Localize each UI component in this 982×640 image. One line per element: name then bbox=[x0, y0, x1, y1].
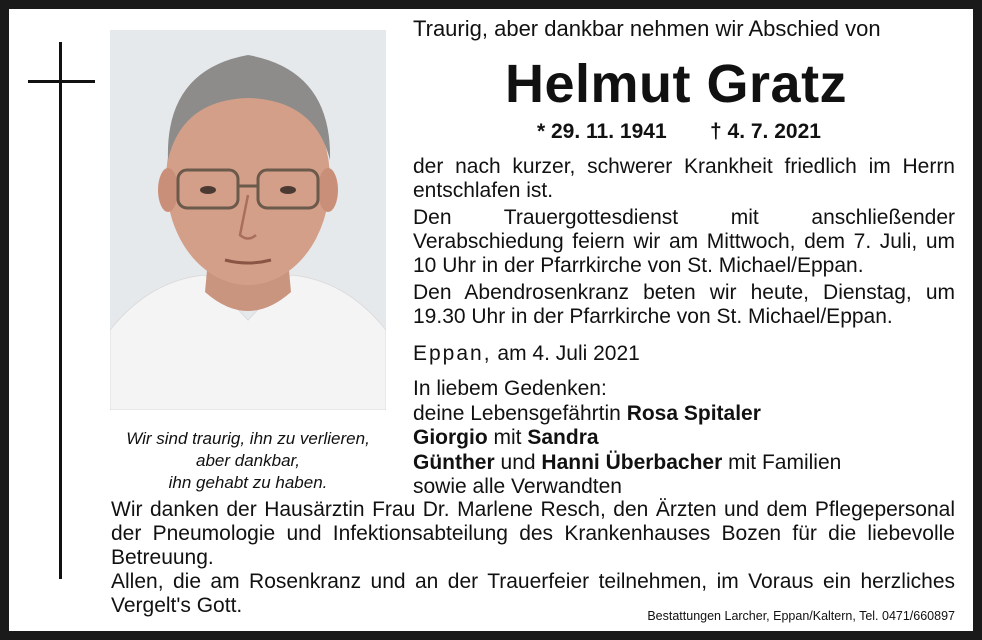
mourner-line: sowie alle Verwandten bbox=[413, 475, 622, 498]
mourner-name: Sandra bbox=[527, 426, 599, 449]
mourners-heading: In liebem Gedenken: bbox=[413, 377, 607, 400]
paragraph-passing: der nach kurzer, schwerer Krankheit friedlich im Herrn entschlafen ist. bbox=[413, 155, 955, 202]
deceased-name: Helmut Gratz bbox=[505, 54, 848, 114]
cross-icon-bar bbox=[28, 80, 95, 83]
mourner-conj: mit bbox=[493, 426, 522, 449]
mourner-line bbox=[413, 451, 841, 476]
place-date-text: am 4. Juli 2021 bbox=[497, 342, 640, 365]
mourner-suffix: mit Familien bbox=[728, 450, 842, 474]
mourner-name: Hanni Überbacher bbox=[541, 450, 723, 474]
quote-line: Wir sind traurig, ihn zu verlieren, bbox=[126, 429, 370, 448]
thanks-paragraph: Wir danken der Hausärztin Frau Dr. Marlene Resch, den Ärzten und dem Pflegepersonal der Pneumologie und Infektionsabteilung des Krankenhauses Bozen für die liebevolle Betreuung. bbox=[111, 498, 955, 569]
mourner-name: Günther bbox=[413, 450, 495, 474]
death-date: † 4. 7. 2021 bbox=[710, 120, 821, 143]
cross-icon bbox=[59, 42, 62, 579]
birth-date: * 29. 11. 1941 bbox=[537, 120, 667, 143]
thanks-paragraph: Allen, die am Rosenkranz und an der Trauerfeier teilnehmen, im Voraus ein herzliches Vergelt's Gott. bbox=[111, 570, 955, 617]
mourner-relation: deine Lebensgefährtin bbox=[413, 401, 621, 425]
mourner-line bbox=[413, 402, 841, 427]
thanks-section bbox=[111, 498, 955, 618]
mourner-name: Rosa Spitaler bbox=[626, 401, 761, 425]
portrait-photo bbox=[110, 30, 386, 410]
funeral-home-credit: Bestattungen Larcher, Eppan/Kaltern, Tel. 0471/660897 bbox=[647, 609, 955, 623]
paragraph-rosary: Den Abendrosenkranz beten wir heute, Dienstag, um 19.30 Uhr in der Pfarrkirche von St. Michael/Eppan. bbox=[413, 281, 955, 328]
mourners-list bbox=[413, 377, 841, 500]
quote-line: aber dankbar, bbox=[196, 451, 300, 470]
paragraph-funeral-service: Den Trauergottesdienst mit anschließender Verabschiedung feiern wir am Mittwoch, dem 7. Juli, um 10 Uhr in der Pfarrkirche von St. Michael/Eppan. bbox=[413, 206, 955, 277]
quote-line: ihn gehabt zu haben. bbox=[168, 473, 328, 492]
mourner-line bbox=[413, 426, 841, 451]
place-town: Eppan, bbox=[413, 342, 492, 365]
place-date bbox=[413, 342, 640, 366]
intro-text: Traurig, aber dankbar nehmen wir Abschied von bbox=[413, 16, 881, 41]
memorial-quote bbox=[98, 428, 398, 494]
mourner-name: Giorgio bbox=[413, 426, 488, 449]
mourner-conj: und bbox=[500, 450, 536, 474]
